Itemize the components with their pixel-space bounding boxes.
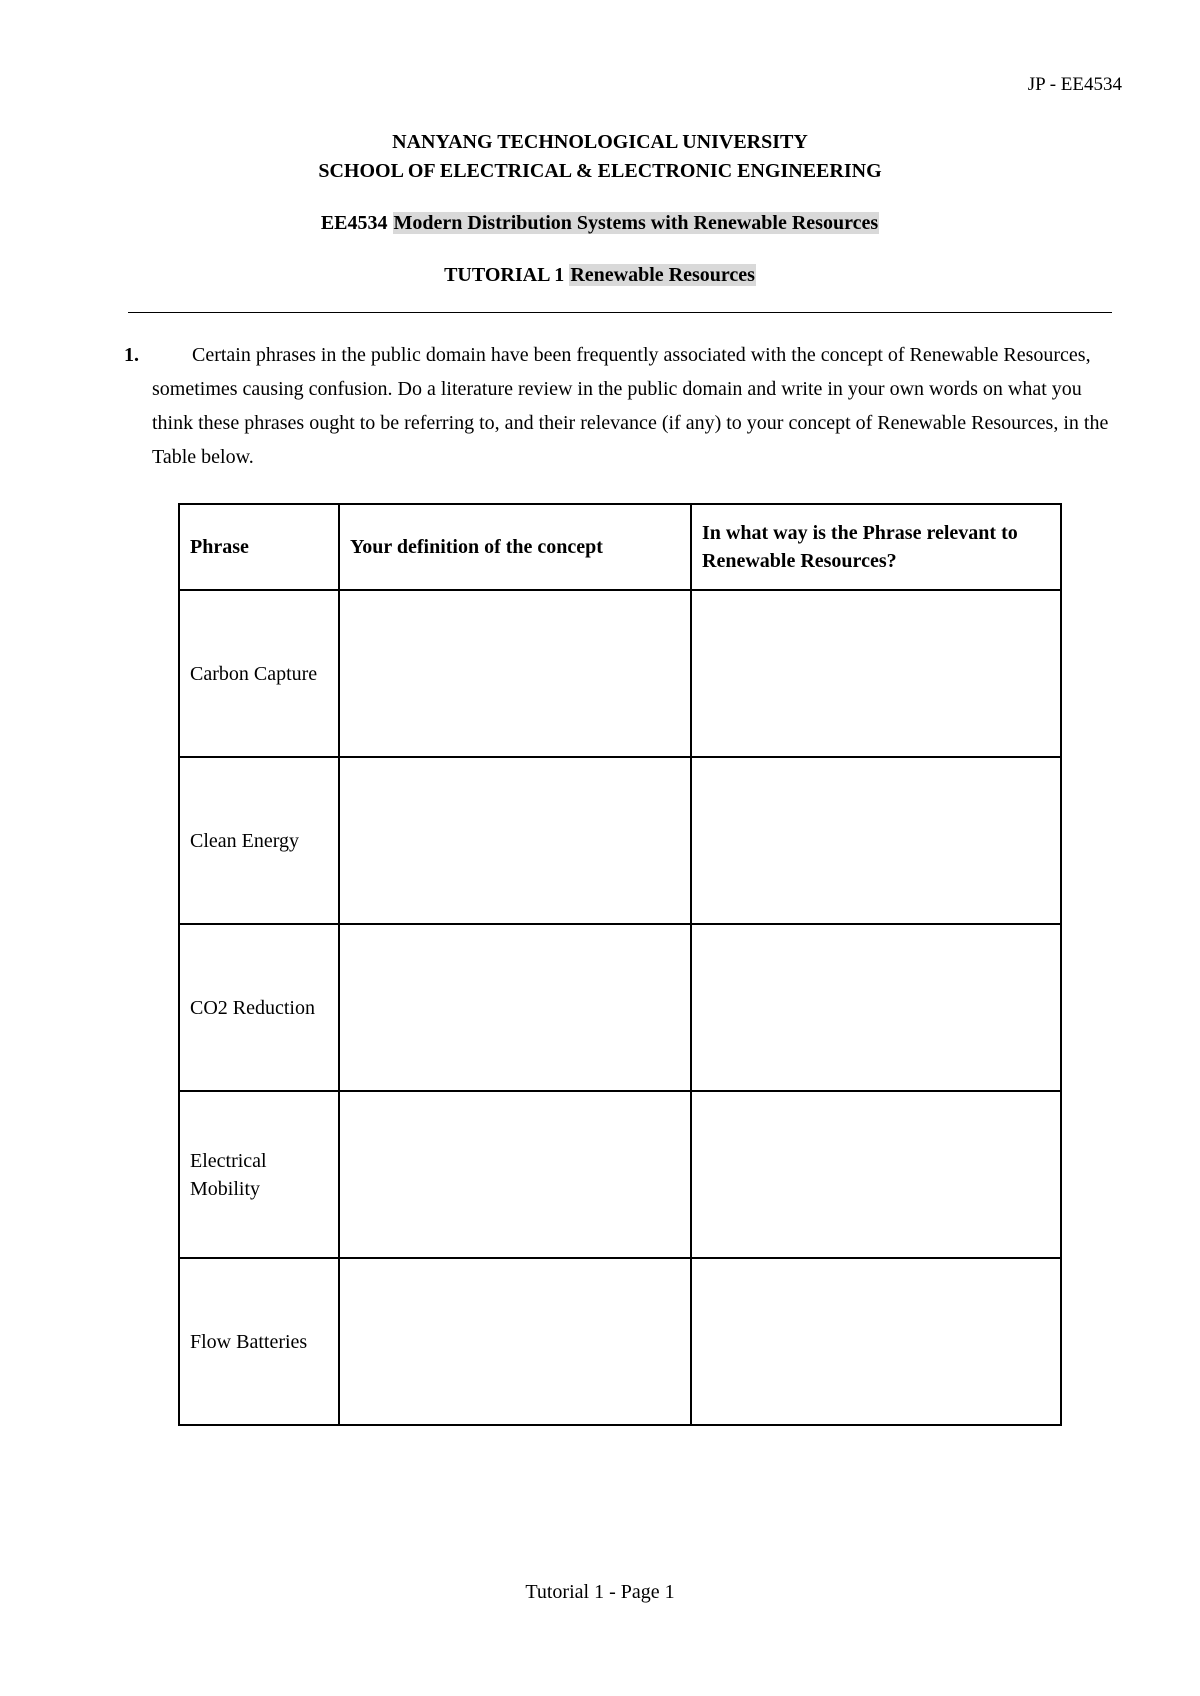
header-relevance: In what way is the Phrase relevant to Renewable Resources?	[691, 504, 1061, 590]
university-name: NANYANG TECHNOLOGICAL UNIVERSITY	[392, 131, 808, 153]
page-footer: Tutorial 1 - Page 1	[525, 1581, 675, 1603]
course-code: EE4534	[320, 212, 388, 234]
definition-cell[interactable]	[339, 757, 691, 924]
phrase-cell: Flow Batteries	[179, 1258, 339, 1425]
tutorial-topic: Renewable Resources	[570, 264, 755, 286]
question-text: Certain phrases in the public domain have been frequently associated with the concept of Renewable Resources, sometimes causing confusion. Do a literature review in the public domain and write in your own words on what you think these phrases ought to be referring to, and their relevance (if any) to your concept of Renewable Resources, in the Table below.	[152, 344, 1109, 468]
relevance-cell[interactable]	[691, 1091, 1061, 1258]
definition-cell[interactable]	[339, 590, 691, 757]
relevance-cell[interactable]	[691, 924, 1061, 1091]
phrase-cell: Electrical Mobility	[179, 1091, 339, 1258]
definition-cell[interactable]	[339, 924, 691, 1091]
header-phrase: Phrase	[179, 504, 339, 590]
course-name: Modern Distribution Systems with Renewable Resources	[393, 212, 879, 234]
question-1	[124, 338, 1114, 474]
table-row	[179, 924, 1061, 1091]
divider-line	[128, 312, 1112, 313]
phrase-table	[178, 503, 1062, 1426]
definition-cell[interactable]	[339, 1091, 691, 1258]
school-name: SCHOOL OF ELECTRICAL & ELECTRONIC ENGINEERING	[318, 160, 882, 182]
phrase-cell: Carbon Capture	[179, 590, 339, 757]
relevance-cell[interactable]	[691, 590, 1061, 757]
tutorial-label: TUTORIAL 1	[444, 264, 565, 286]
table-row	[179, 1091, 1061, 1258]
table-header-row	[179, 504, 1061, 590]
tutorial-title	[0, 264, 1200, 287]
header-definition: Your definition of the concept	[339, 504, 691, 590]
table-row	[179, 757, 1061, 924]
definition-cell[interactable]	[339, 1258, 691, 1425]
relevance-cell[interactable]	[691, 757, 1061, 924]
phrase-cell: CO2 Reduction	[179, 924, 339, 1091]
course-title	[0, 212, 1200, 235]
document-code: JP - EE4534	[1027, 74, 1122, 95]
table-row	[179, 590, 1061, 757]
phrase-cell: Clean Energy	[179, 757, 339, 924]
relevance-cell[interactable]	[691, 1258, 1061, 1425]
table-row	[179, 1258, 1061, 1425]
question-number: 1.	[124, 344, 139, 366]
